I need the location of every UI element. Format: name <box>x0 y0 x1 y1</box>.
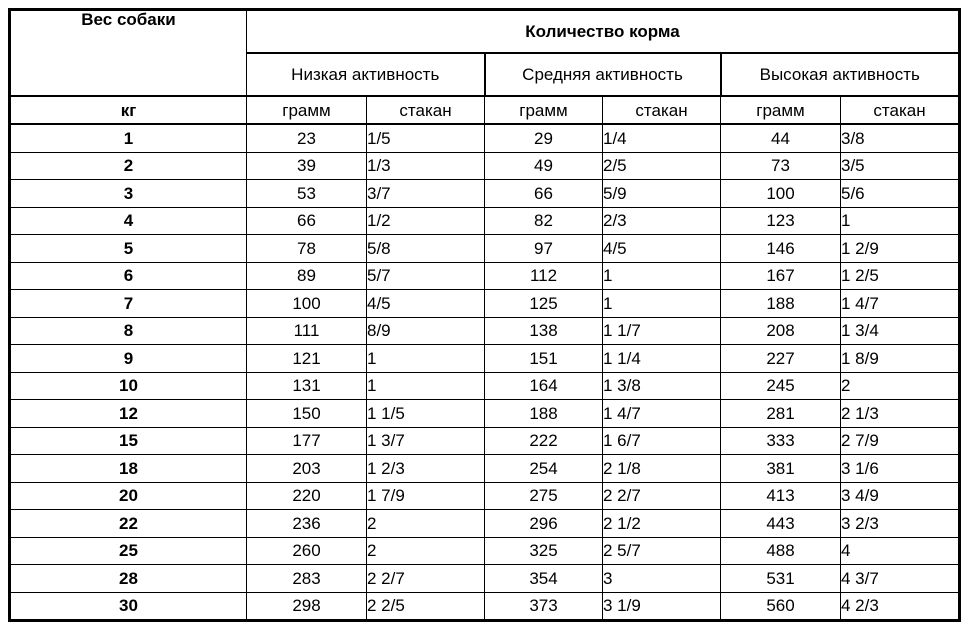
cell-weight-kg: 28 <box>11 565 247 593</box>
cell-high-gram: 208 <box>721 317 841 345</box>
cell-mid-cup: 4/5 <box>603 235 721 263</box>
cell-low-gram: 23 <box>247 124 367 152</box>
cell-high-gram: 443 <box>721 510 841 538</box>
group-header-low: Низкая активность <box>247 53 485 96</box>
cell-high-cup: 1 2/9 <box>841 235 959 263</box>
cell-low-gram: 89 <box>247 262 367 290</box>
cell-mid-cup: 1 1/4 <box>603 345 721 373</box>
table-row <box>11 235 959 263</box>
cell-weight-kg: 25 <box>11 537 247 565</box>
table-row <box>11 427 959 455</box>
cell-low-gram: 111 <box>247 317 367 345</box>
table-body <box>11 96 959 620</box>
cell-weight-kg: 15 <box>11 427 247 455</box>
cell-low-gram: 260 <box>247 537 367 565</box>
cell-high-cup: 2 1/3 <box>841 400 959 428</box>
cell-mid-gram: 112 <box>485 262 603 290</box>
cell-high-cup: 3 1/6 <box>841 455 959 483</box>
cell-weight-kg: 5 <box>11 235 247 263</box>
cell-weight-kg: 1 <box>11 124 247 152</box>
table-row <box>11 400 959 428</box>
cell-low-gram: 236 <box>247 510 367 538</box>
cell-mid-cup: 3 1/9 <box>603 592 721 620</box>
cell-low-cup: 2 <box>367 537 485 565</box>
cell-mid-gram: 151 <box>485 345 603 373</box>
cell-weight-kg: 7 <box>11 290 247 318</box>
cell-low-cup: 1/2 <box>367 207 485 235</box>
cell-mid-gram: 164 <box>485 372 603 400</box>
cell-high-gram: 413 <box>721 482 841 510</box>
cell-mid-cup: 1 1/7 <box>603 317 721 345</box>
cell-low-gram: 100 <box>247 290 367 318</box>
unit-gram-low: грамм <box>247 96 367 124</box>
cell-mid-cup: 1 4/7 <box>603 400 721 428</box>
table-row <box>11 592 959 620</box>
table-row <box>11 290 959 318</box>
cell-low-cup: 1 <box>367 372 485 400</box>
unit-cup-low: стакан <box>367 96 485 124</box>
table-row <box>11 372 959 400</box>
cell-mid-gram: 373 <box>485 592 603 620</box>
cell-low-gram: 150 <box>247 400 367 428</box>
cell-high-gram: 188 <box>721 290 841 318</box>
cell-low-gram: 283 <box>247 565 367 593</box>
cell-high-cup: 2 <box>841 372 959 400</box>
cell-high-gram: 146 <box>721 235 841 263</box>
cell-low-gram: 177 <box>247 427 367 455</box>
unit-cup-mid: стакан <box>603 96 721 124</box>
cell-mid-gram: 354 <box>485 565 603 593</box>
cell-low-gram: 131 <box>247 372 367 400</box>
cell-high-gram: 73 <box>721 152 841 180</box>
cell-mid-cup: 1 6/7 <box>603 427 721 455</box>
cell-weight-kg: 22 <box>11 510 247 538</box>
cell-mid-cup: 2/5 <box>603 152 721 180</box>
cell-low-cup: 3/7 <box>367 180 485 208</box>
table-row <box>11 482 959 510</box>
table-row <box>11 565 959 593</box>
cell-mid-cup: 1 <box>603 290 721 318</box>
cell-low-cup: 2 2/5 <box>367 592 485 620</box>
cell-high-gram: 488 <box>721 537 841 565</box>
cell-mid-cup: 2 1/2 <box>603 510 721 538</box>
cell-mid-gram: 222 <box>485 427 603 455</box>
unit-gram-high: грамм <box>721 96 841 124</box>
feeding-table <box>10 10 959 620</box>
cell-mid-gram: 275 <box>485 482 603 510</box>
cell-mid-cup: 1 <box>603 262 721 290</box>
cell-high-gram: 100 <box>721 180 841 208</box>
cell-low-cup: 8/9 <box>367 317 485 345</box>
cell-mid-cup: 1/4 <box>603 124 721 152</box>
table-row <box>11 262 959 290</box>
cell-low-gram: 39 <box>247 152 367 180</box>
cell-low-cup: 2 2/7 <box>367 565 485 593</box>
cell-high-gram: 281 <box>721 400 841 428</box>
cell-high-cup: 3/5 <box>841 152 959 180</box>
cell-low-cup: 1 <box>367 345 485 373</box>
table-row <box>11 455 959 483</box>
group-header-mid: Средняя активность <box>485 53 721 96</box>
cell-low-gram: 121 <box>247 345 367 373</box>
cell-weight-kg: 4 <box>11 207 247 235</box>
cell-high-cup: 1 <box>841 207 959 235</box>
cell-mid-gram: 325 <box>485 537 603 565</box>
cell-high-gram: 381 <box>721 455 841 483</box>
cell-high-cup: 1 2/5 <box>841 262 959 290</box>
cell-high-cup: 3 2/3 <box>841 510 959 538</box>
cell-high-cup: 4 <box>841 537 959 565</box>
cell-low-cup: 4/5 <box>367 290 485 318</box>
cell-weight-kg: 6 <box>11 262 247 290</box>
unit-gram-mid: грамм <box>485 96 603 124</box>
cell-low-cup: 5/8 <box>367 235 485 263</box>
cell-high-gram: 123 <box>721 207 841 235</box>
cell-high-cup: 3 4/9 <box>841 482 959 510</box>
table-row <box>11 317 959 345</box>
table-row <box>11 207 959 235</box>
cell-low-gram: 203 <box>247 455 367 483</box>
cell-weight-kg: 12 <box>11 400 247 428</box>
cell-mid-cup: 2 5/7 <box>603 537 721 565</box>
table-row <box>11 537 959 565</box>
cell-low-cup: 1 2/3 <box>367 455 485 483</box>
cell-high-gram: 227 <box>721 345 841 373</box>
cell-mid-cup: 5/9 <box>603 180 721 208</box>
cell-high-gram: 531 <box>721 565 841 593</box>
cell-mid-gram: 66 <box>485 180 603 208</box>
cell-mid-gram: 296 <box>485 510 603 538</box>
table-row <box>11 152 959 180</box>
table-row <box>11 124 959 152</box>
cell-low-gram: 220 <box>247 482 367 510</box>
cell-high-gram: 245 <box>721 372 841 400</box>
cell-low-cup: 5/7 <box>367 262 485 290</box>
cell-high-gram: 333 <box>721 427 841 455</box>
cell-high-gram: 560 <box>721 592 841 620</box>
cell-low-cup: 1/3 <box>367 152 485 180</box>
cell-mid-cup: 2 1/8 <box>603 455 721 483</box>
cell-high-cup: 4 3/7 <box>841 565 959 593</box>
amount-header: Количество корма <box>247 11 959 54</box>
cell-weight-kg: 9 <box>11 345 247 373</box>
cell-weight-kg: 3 <box>11 180 247 208</box>
cell-low-gram: 66 <box>247 207 367 235</box>
cell-weight-kg: 18 <box>11 455 247 483</box>
weight-header: Вес собаки <box>11 11 247 97</box>
cell-mid-cup: 3 <box>603 565 721 593</box>
group-header-high: Высокая активность <box>721 53 959 96</box>
cell-high-cup: 1 4/7 <box>841 290 959 318</box>
cell-low-gram: 298 <box>247 592 367 620</box>
cell-high-gram: 167 <box>721 262 841 290</box>
cell-mid-cup: 2 2/7 <box>603 482 721 510</box>
cell-mid-cup: 1 3/8 <box>603 372 721 400</box>
table-row <box>11 345 959 373</box>
cell-high-cup: 2 7/9 <box>841 427 959 455</box>
cell-high-cup: 1 3/4 <box>841 317 959 345</box>
cell-low-gram: 53 <box>247 180 367 208</box>
table-row <box>11 180 959 208</box>
cell-low-cup: 1 7/9 <box>367 482 485 510</box>
cell-weight-kg: 2 <box>11 152 247 180</box>
cell-mid-gram: 29 <box>485 124 603 152</box>
cell-high-cup: 4 2/3 <box>841 592 959 620</box>
unit-kg: кг <box>11 96 247 124</box>
cell-low-cup: 1 3/7 <box>367 427 485 455</box>
cell-mid-gram: 97 <box>485 235 603 263</box>
cell-weight-kg: 8 <box>11 317 247 345</box>
unit-cup-high: стакан <box>841 96 959 124</box>
cell-high-cup: 3/8 <box>841 124 959 152</box>
table-row <box>11 510 959 538</box>
cell-low-cup: 2 <box>367 510 485 538</box>
cell-mid-gram: 254 <box>485 455 603 483</box>
cell-high-cup: 1 8/9 <box>841 345 959 373</box>
cell-mid-gram: 82 <box>485 207 603 235</box>
cell-high-cup: 5/6 <box>841 180 959 208</box>
unit-row <box>11 96 959 124</box>
cell-high-gram: 44 <box>721 124 841 152</box>
cell-weight-kg: 30 <box>11 592 247 620</box>
cell-mid-gram: 49 <box>485 152 603 180</box>
cell-low-cup: 1 1/5 <box>367 400 485 428</box>
cell-mid-gram: 188 <box>485 400 603 428</box>
cell-low-gram: 78 <box>247 235 367 263</box>
cell-weight-kg: 10 <box>11 372 247 400</box>
cell-weight-kg: 20 <box>11 482 247 510</box>
cell-mid-gram: 125 <box>485 290 603 318</box>
cell-low-cup: 1/5 <box>367 124 485 152</box>
cell-mid-cup: 2/3 <box>603 207 721 235</box>
cell-mid-gram: 138 <box>485 317 603 345</box>
